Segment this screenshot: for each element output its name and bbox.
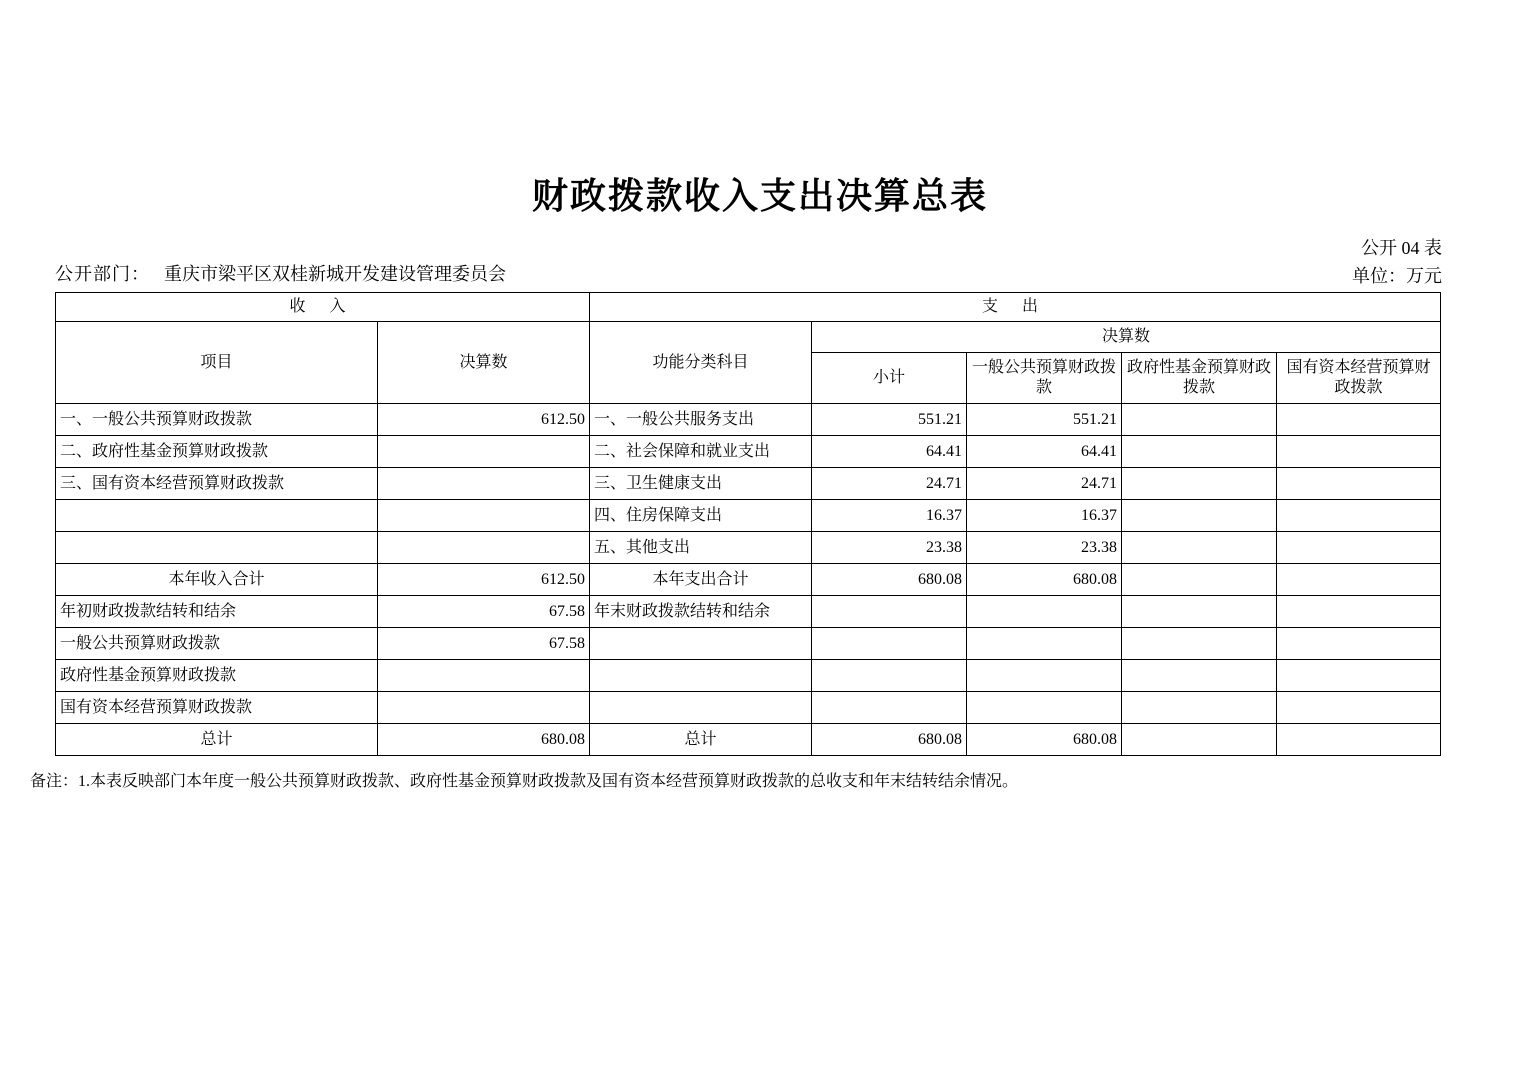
table-row [56,596,1441,628]
cell-income-item: 一、一般公共预算财政拨款 [56,404,378,436]
cell-expense-fund [1122,660,1277,692]
cell-expense-item: 总计 [590,724,812,756]
cell-expense-item: 四、住房保障支出 [590,500,812,532]
cell-expense-fund [1122,532,1277,564]
cell-expense-general: 24.71 [967,468,1122,500]
cell-expense-fund [1122,564,1277,596]
header-income-section: 收 入 [56,293,590,322]
cell-expense-general: 16.37 [967,500,1122,532]
cell-income-value: 612.50 [378,564,590,596]
cell-income-value [378,532,590,564]
table-row [56,468,1441,500]
cell-income-value: 680.08 [378,724,590,756]
cell-income-item [56,532,378,564]
cell-expense-item [590,692,812,724]
cell-income-item: 一般公共预算财政拨款 [56,628,378,660]
cell-income-item: 年初财政拨款结转和结余 [56,596,378,628]
cell-expense-fund [1122,436,1277,468]
cell-income-item [56,500,378,532]
cell-expense-state [1277,564,1441,596]
cell-expense-state [1277,468,1441,500]
cell-expense-state [1277,596,1441,628]
form-code: 公开 04 表 [1361,238,1442,258]
header-final-number: 决算数 [812,322,1441,353]
cell-expense-subtotal [812,692,967,724]
table-row [56,564,1441,596]
cell-income-value: 612.50 [378,404,590,436]
cell-expense-general: 680.08 [967,724,1122,756]
header-expense-section: 支 出 [590,293,1441,322]
cell-expense-fund [1122,596,1277,628]
table-row [56,628,1441,660]
cell-expense-item: 二、社会保障和就业支出 [590,436,812,468]
cell-expense-fund [1122,628,1277,660]
header-col-state-capital: 国有资本经营预算财政拨款 [1277,353,1441,404]
cell-expense-subtotal: 680.08 [812,724,967,756]
cell-expense-state [1277,628,1441,660]
cell-income-item: 本年收入合计 [56,564,378,596]
cell-expense-subtotal [812,628,967,660]
budget-table [55,292,1441,756]
cell-expense-fund [1122,500,1277,532]
unit-label: 单位：万元 [1352,266,1442,286]
cell-expense-general: 551.21 [967,404,1122,436]
cell-expense-fund [1122,404,1277,436]
table-header-sections [56,293,1441,322]
cell-income-value [378,692,590,724]
cell-expense-general [967,692,1122,724]
cell-income-value [378,468,590,500]
cell-income-item: 国有资本经营预算财政拨款 [56,692,378,724]
cell-expense-item: 本年支出合计 [590,564,812,596]
cell-expense-subtotal: 680.08 [812,564,967,596]
table-row [56,724,1441,756]
header-col-general-public: 一般公共预算财政拨款 [967,353,1122,404]
cell-expense-general [967,596,1122,628]
cell-expense-fund [1122,468,1277,500]
cell-expense-state [1277,660,1441,692]
header-col-gov-fund: 政府性基金预算财政拨款 [1122,353,1277,404]
cell-income-value [378,660,590,692]
cell-expense-subtotal: 24.71 [812,468,967,500]
header-col-income-number: 决算数 [378,322,590,404]
cell-expense-item [590,628,812,660]
table-row [56,500,1441,532]
header-col-function: 功能分类科目 [590,322,812,404]
table-row [56,660,1441,692]
cell-expense-general: 64.41 [967,436,1122,468]
cell-income-value: 67.58 [378,628,590,660]
cell-expense-subtotal: 64.41 [812,436,967,468]
cell-income-item: 三、国有资本经营预算财政拨款 [56,468,378,500]
cell-income-item: 二、政府性基金预算财政拨款 [56,436,378,468]
table-row [56,692,1441,724]
department-name: 重庆市梁平区双桂新城开发建设管理委员会 [164,264,506,284]
cell-income-value [378,436,590,468]
cell-expense-subtotal: 23.38 [812,532,967,564]
cell-expense-state [1277,436,1441,468]
cell-expense-state [1277,724,1441,756]
cell-expense-state [1277,500,1441,532]
cell-expense-fund [1122,692,1277,724]
cell-expense-subtotal [812,660,967,692]
table-body [56,404,1441,756]
header-col-subtotal: 小计 [812,353,967,404]
cell-expense-general: 680.08 [967,564,1122,596]
table-note: 备注：1.本表反映部门本年度一般公共预算财政拨款、政府性基金预算财政拨款及国有资本经营预算财政拨款的总收支和年末结转结余情况。 [30,773,1019,790]
cell-expense-general: 23.38 [967,532,1122,564]
cell-expense-subtotal: 16.37 [812,500,967,532]
cell-expense-item: 年末财政拨款结转和结余 [590,596,812,628]
department-label: 公开部门： [55,264,150,284]
cell-expense-item [590,660,812,692]
cell-expense-subtotal: 551.21 [812,404,967,436]
table-row [56,436,1441,468]
department-line [55,260,506,286]
cell-income-value: 67.58 [378,596,590,628]
table-header-group [56,322,1441,353]
cell-income-value [378,500,590,532]
table-row [56,404,1441,436]
cell-income-item: 总计 [56,724,378,756]
cell-expense-general [967,628,1122,660]
header-col-item: 项目 [56,322,378,404]
cell-expense-item: 五、其他支出 [590,532,812,564]
cell-expense-state [1277,404,1441,436]
page-title: 财政拨款收入支出决算总表 [531,176,988,216]
cell-expense-subtotal [812,596,967,628]
cell-expense-state [1277,532,1441,564]
cell-expense-fund [1122,724,1277,756]
cell-expense-state [1277,692,1441,724]
cell-expense-general [967,660,1122,692]
cell-expense-item: 三、卫生健康支出 [590,468,812,500]
cell-income-item: 政府性基金预算财政拨款 [56,660,378,692]
cell-expense-item: 一、一般公共服务支出 [590,404,812,436]
table-row [56,532,1441,564]
